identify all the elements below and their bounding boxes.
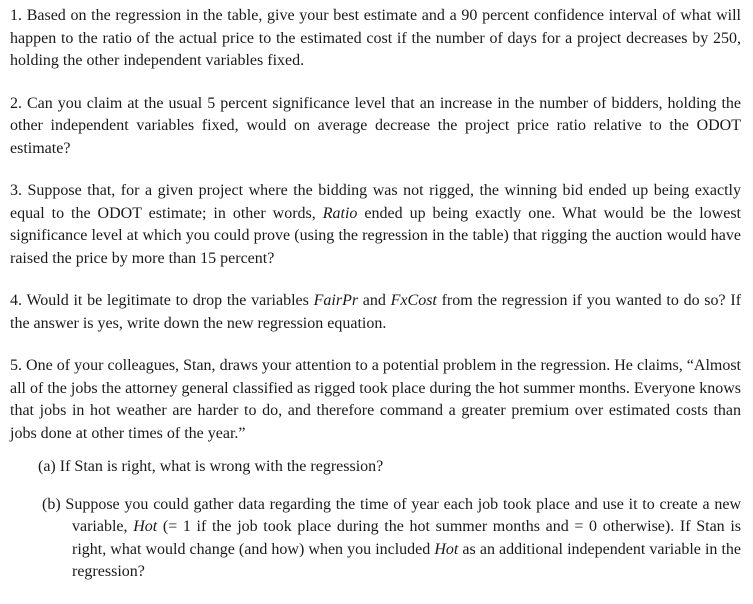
question-5b [10,494,741,584]
question-2-text: 2. Can you claim at the usual 5 percent significance level that an increase in the number of bidders, holding the other independent variables fixed, would on average decrease the project price ratio relative to the ODOT estimate? [10,94,741,157]
question-3-text-part1: 3. Suppose that, for a given project where the bidding was not rigged, the winning bid ended up being exactly equal to the ODOT estimate; in other words, [10,182,741,222]
question-3 [10,180,741,270]
question-1 [10,5,741,73]
question-5 [10,355,741,445]
question-5-text: 5. One of your colleagues, Stan, draws your attention to a potential problem in the regression. He claims, “Almost all of the jobs the attorney general classified as rigged took place during the hot summer months. Everyone knows that jobs in hot weather are harder to do, and therefore command a greater premium over estimated costs than jobs done at other times of the year.” [10,357,741,442]
variable-hot-2: Hot [434,540,459,558]
question-5a [10,456,741,479]
question-4 [10,290,741,335]
question-1-text: 1. Based on the regression in the table, give your best estimate and a 90 percent confidence interval of what will happen to the ratio of the actual price to the estimated cost if the number of days for a project decreases by 250, holding the other independent variables fixed. [10,7,741,69]
question-5b-text-part1: (b) Suppose you could gather data regarding the time of year each job took place and use it to create a new variable, [42,495,741,535]
question-4-text-part3: from the regression if you wanted to do so? If the answer is yes, write down the new regression equation. [10,292,742,332]
question-5a-text: (a) If Stan is right, what is wrong with the regression? [38,458,384,475]
question-5b-text-part3: as an additional independent variable in the regression? [72,540,742,580]
question-3-text-part2: ended up being exactly one. What would be the lowest significance level at which you could prove (using the regression in the table) that rigging the auction would have raised the price by more than 15 percent? [10,204,741,267]
question-4-text-part1: 4. Would it be legitimate to drop the variables [10,292,314,309]
question-5b-text-part2: (= 1 if the job took place during the hot summer months and = 0 otherwise). If Stan is right, what would change (and how) when you included [72,518,742,558]
variable-hot: Hot [133,518,158,535]
question-2 [10,93,741,161]
variable-ratio: Ratio [322,204,358,222]
variable-fxcost: FxCost [390,292,437,309]
variable-fairpr: FairPr [313,292,359,309]
question-4-text-part2: and [358,292,391,309]
